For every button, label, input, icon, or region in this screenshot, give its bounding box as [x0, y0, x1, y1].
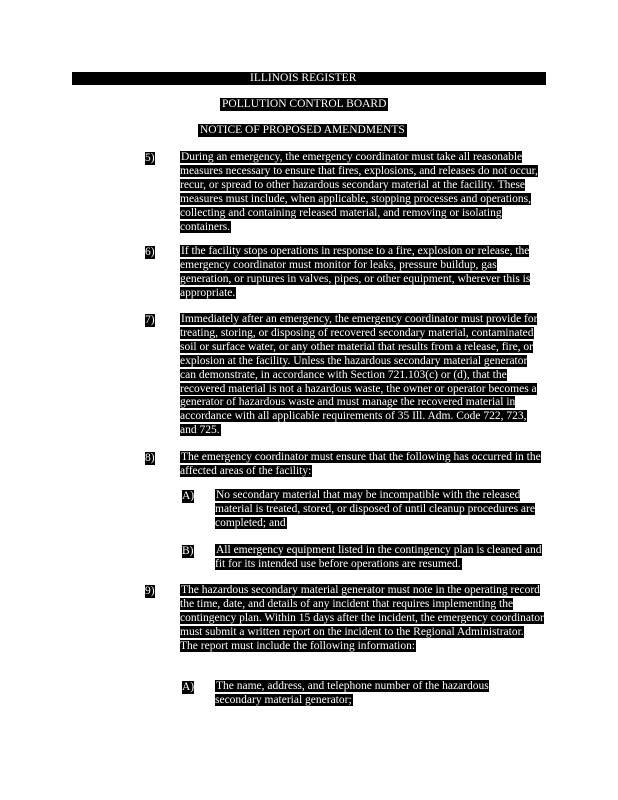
notice-title: NOTICE OF PROPOSED AMENDMENTS [200, 124, 405, 136]
paragraph-item-8b: All emergency equipment listed in the contingency plan is cleaned and fit for its intended use before operations are resumed. [215, 544, 542, 570]
paragraph-item-7: Immediately after an emergency, the emergency coordinator must provide for treating, storing, or disposing of recovered secondary material, contaminated soil or surface water, or any other material that results from a release, fire, or explosion at the facility. Unless the hazardous secondary material generator can demonstrate, in accordance with Section 721.103(c) or (d), that the recovered material is not a hazardous waste, the owner or operator becomes a generator of hazardous waste and must manage the recovered material in accordance with all applicable requirements of 35 Ill. Adm. Code 722, 723, and 725. [180, 313, 538, 437]
paragraph-item-5: During an emergency, the emergency coordinator must take all reasonable measures necessary to ensure that fires, explosions, and releases do not occur, recur, or spread to other hazardous secondary material at the facility. These measures must include, when applicable, stopping processes and operations, collecting and containing released material, and removing or isolating containers. [180, 151, 538, 233]
subitem-number: A) [182, 490, 195, 502]
paragraph-item-9a: The name, address, and telephone number of the hazardous secondary material generator; [215, 680, 489, 706]
paragraph-item-8a: No secondary material that may be incompatible with the released material is treated, stored, or disposed of until cleanup procedures are completed; and [215, 489, 535, 529]
item-number: 7) [145, 314, 155, 326]
board-title: POLLUTION CONTROL BOARD [222, 98, 387, 110]
item-number: 8) [145, 452, 155, 464]
item-number: 6) [145, 246, 155, 258]
paragraph-item-6: If the facility stops operations in response to a fire, explosion or release, the emergency coordinator must monitor for leaks, pressure buildup, gas generation, or ruptures in valves, pipes, or other equipment, wherever this is appropriate. [180, 245, 531, 299]
paragraph-item-8: The emergency coordinator must ensure that the following has occurred in the affected areas of the facility: [180, 451, 541, 477]
subitem-number: A) [182, 681, 195, 693]
item-number: 5) [145, 152, 155, 164]
register-title: ILLINOIS REGISTER [250, 72, 357, 84]
paragraph-item-9: The hazardous secondary material generator must note in the operating record the time, date, and details of any incident that requires implementing the contingency plan. Within 15 days after the incident, the emergency coordinator must submit a written report on the incident to the Regional Administrator. The report must include the following information: [180, 584, 544, 652]
subitem-number: B) [182, 545, 194, 557]
item-number: 9) [145, 585, 155, 597]
